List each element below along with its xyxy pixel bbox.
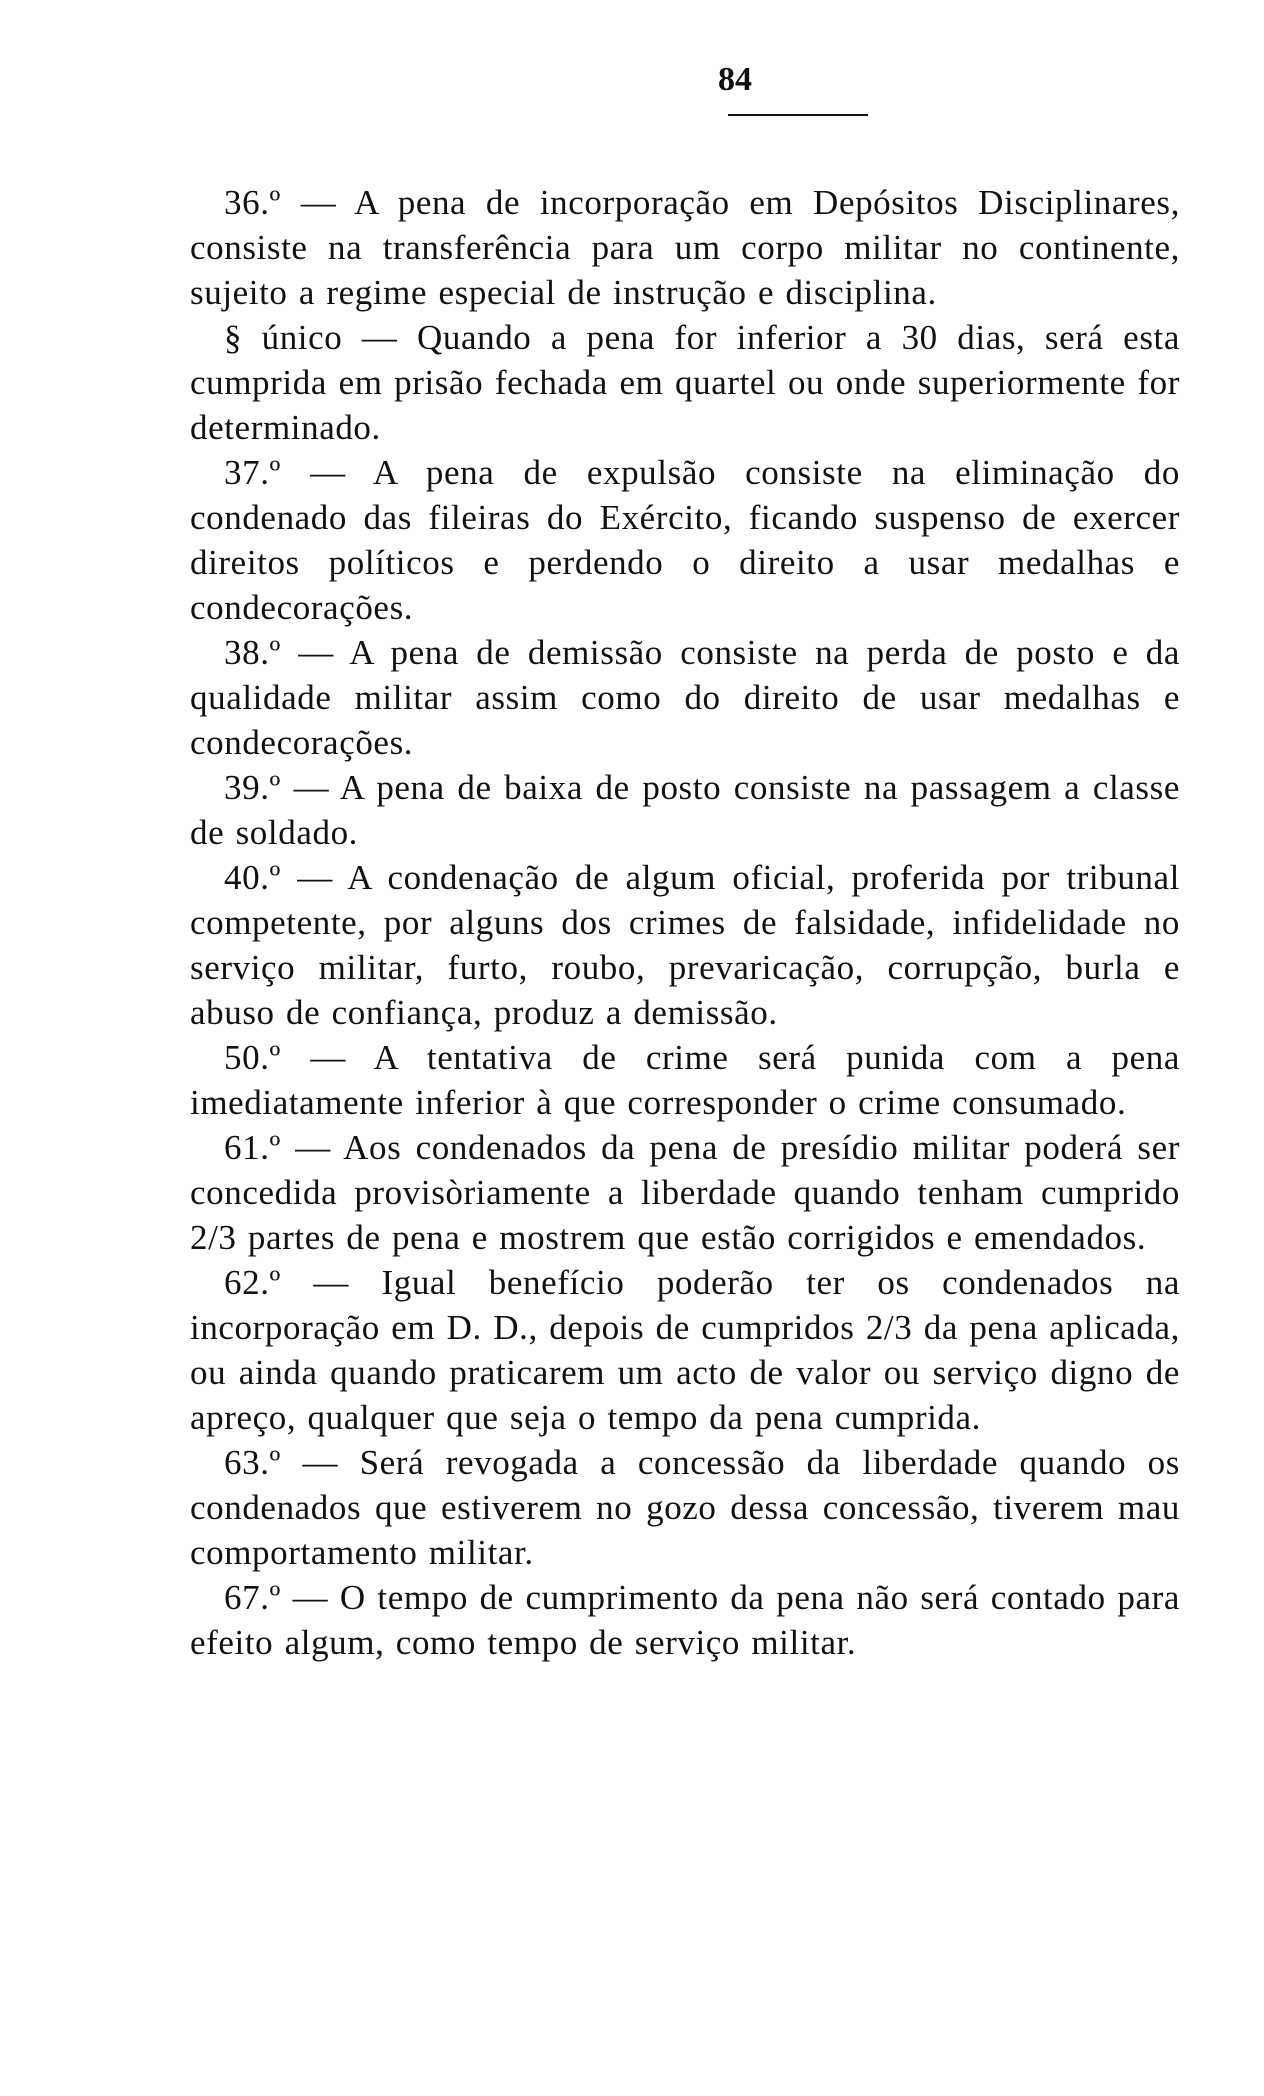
paragraph-article-50: 50.º — A tentativa de crime será punida com a pena imediatamente inferior à que corresponder o crime consumado. — [190, 1038, 1180, 1122]
paragraph-article-61: 61.º — Aos condenados da pena de presídio militar poderá ser concedida provisòriamente a liberdade quando tenham cumprido 2/3 partes de pena e mostrem que estão corrigidos e emendados. — [190, 1128, 1180, 1257]
header-rule — [728, 114, 868, 116]
paragraph-article-38: 38.º — A pena de demissão consiste na perda de posto e da qualidade militar assim como do direito de usar medalhas e condecorações. — [190, 633, 1180, 762]
body-text — [190, 180, 1180, 1665]
paragraph-article-62: 62.º — Igual benefício poderão ter os condenados na incorporação em D. D., depois de cumpridos 2/3 da pena aplicada, ou ainda quando praticarem um acto de valor ou serviço digno de apreço, qualquer que seja o tempo da pena cumprida. — [190, 1263, 1180, 1437]
paragraph-article-40: 40.º — A condenação de algum oficial, proferida por tribunal competente, por alguns dos crimes de falsidade, infidelidade no serviço militar, furto, roubo, prevaricação, corrupção, burla e abuso de confiança, produz a demissão. — [190, 858, 1180, 1032]
document-page — [190, 60, 1180, 1665]
paragraph-article-63: 63.º — Será revogada a concessão da liberdade quando os condenados que estiverem no gozo dessa concessão, tiverem mau comportamento militar. — [190, 1443, 1180, 1572]
paragraph-article-39: 39.º — A pena de baixa de posto consiste na passagem a classe de soldado. — [190, 768, 1180, 852]
page-number: 84 — [718, 61, 752, 98]
paragraph-article-37: 37.º — A pena de expulsão consiste na eliminação do condenado das fileiras do Exército, ficando suspenso de exercer direitos políticos e perdendo o direito a usar medalhas e condecorações. — [190, 453, 1180, 627]
paragraph-article-36: 36.º — A pena de incorporação em Depósitos Disciplinares, consiste na transferência para um corpo militar no continente, sujeito a regime especial de instrução e disciplina. — [190, 183, 1180, 312]
paragraph-sole-section: § único — Quando a pena for inferior a 30 dias, será esta cumprida em prisão fechada em quartel ou onde superiormente for determinado. — [190, 318, 1180, 447]
paragraph-article-67: 67.º — O tempo de cumprimento da pena não será contado para efeito algum, como tempo de serviço militar. — [190, 1578, 1180, 1662]
